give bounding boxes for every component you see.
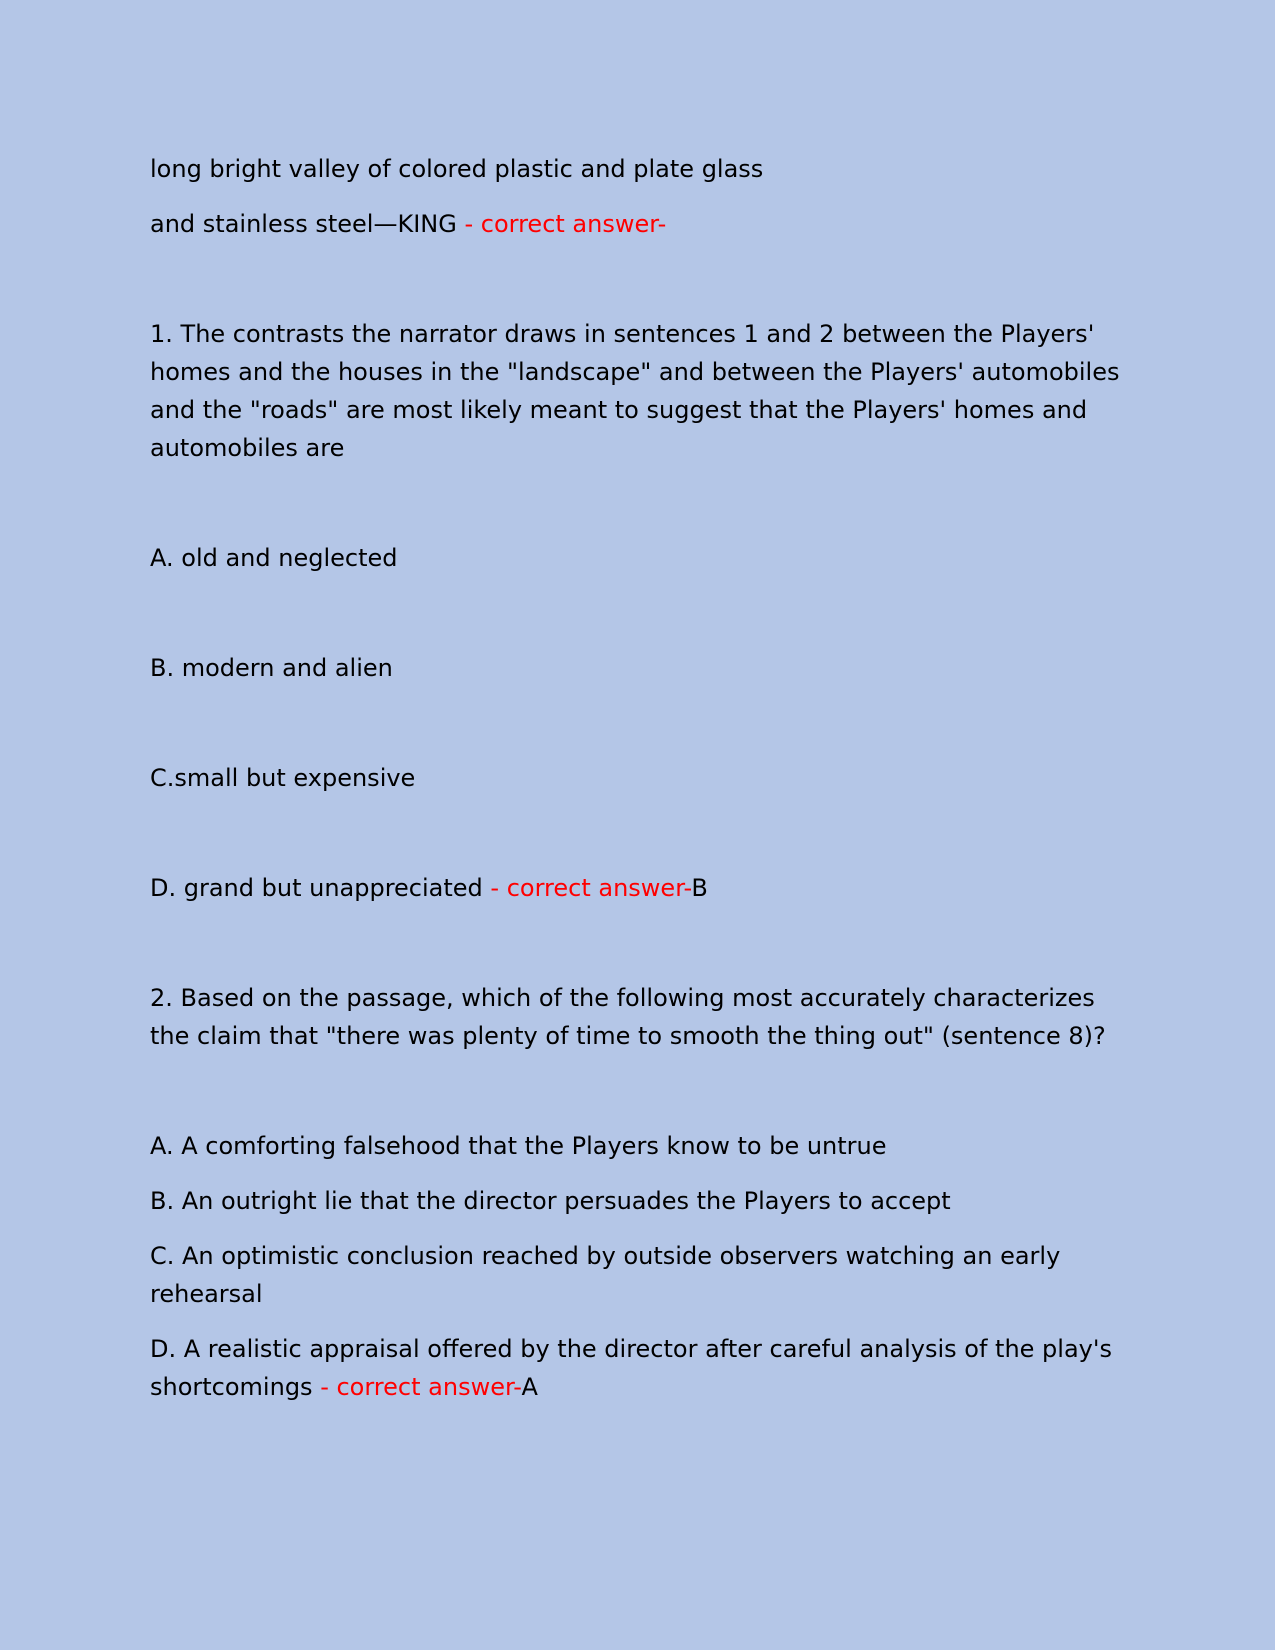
intro-line-2-text: and stainless steel—KING	[150, 210, 457, 238]
spacer	[150, 243, 1140, 315]
q1-option-c-text: C.small but expensive	[150, 764, 416, 792]
q1-option-b	[150, 649, 1140, 687]
spacer	[150, 1165, 1140, 1182]
q2-option-c	[150, 1237, 1140, 1313]
question-2-text: 2. Based on the passage, which of the following most accurately characterizes the claim that "there was plenty of time to smooth the thing out" (sentence 8)?	[150, 984, 1106, 1050]
q1-option-c	[150, 759, 1140, 797]
question-1-text: 1. The contrasts the narrator draws in sentences 1 and 2 between the Players' homes and the houses in the "landscape" and between the Players' automobiles and the "roads" are most likely meant to suggest that the Players' homes and automobiles are	[150, 320, 1120, 462]
q1-option-d	[150, 869, 1140, 907]
q2-option-b	[150, 1182, 1140, 1220]
spacer	[150, 687, 1140, 759]
intro-line-1	[150, 150, 1140, 188]
q1-option-b-text: B. modern and alien	[150, 654, 393, 682]
spacer	[150, 1220, 1140, 1237]
spacer	[150, 907, 1140, 979]
q1-option-a-text: A. old and neglected	[150, 544, 398, 572]
spacer	[150, 797, 1140, 869]
spacer	[150, 1313, 1140, 1330]
q2-answer-letter: A	[521, 1373, 538, 1401]
q1-option-d-text: D. grand but unappreciated	[150, 874, 483, 902]
question-2	[150, 979, 1140, 1055]
intro-line-1-text: long bright valley of colored plastic and plate glass	[150, 155, 764, 183]
question-1	[150, 315, 1140, 467]
correct-answer-tag: - correct answer-	[312, 1373, 522, 1401]
correct-answer-tag: - correct answer-	[482, 874, 692, 902]
spacer	[150, 188, 1140, 205]
q2-option-b-text: B. An outright lie that the director persuades the Players to accept	[150, 1187, 951, 1215]
document-page	[150, 150, 1140, 1406]
q1-answer-letter: B	[691, 874, 708, 902]
q2-option-c-text: C. An optimistic conclusion reached by outside observers watching an early rehearsal	[150, 1242, 1061, 1308]
spacer	[150, 467, 1140, 539]
q2-option-d	[150, 1330, 1140, 1406]
correct-answer-tag: - correct answer-	[456, 210, 667, 238]
intro-line-2	[150, 205, 1140, 243]
spacer	[150, 577, 1140, 649]
q2-option-a	[150, 1127, 1140, 1165]
spacer	[150, 1055, 1140, 1127]
q2-option-a-text: A. A comforting falsehood that the Players know to be untrue	[150, 1132, 887, 1160]
q1-option-a	[150, 539, 1140, 577]
q2-option-d-text: D. A realistic appraisal offered by the director after careful analysis of the play's shortcomings	[150, 1335, 1112, 1401]
